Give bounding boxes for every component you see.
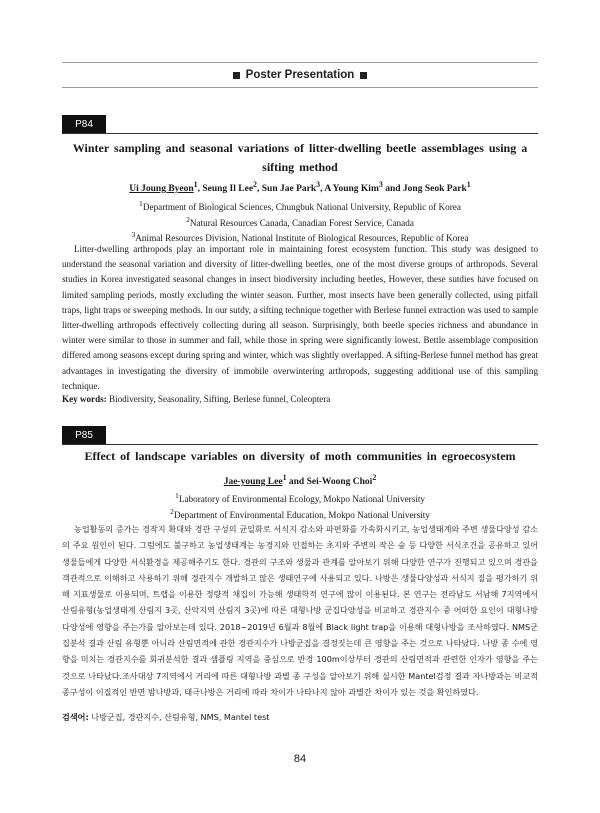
section-title: Poster Presentation: [245, 69, 355, 81]
affiliation-line: $^1$Department of Biological Sciences, Chungbuk National University, Republic of Korea: [139, 199, 461, 213]
abstract-title-p84: Winter sampling and seasonal variations of litter-dwelling beetle assemblages using a sifting method: [72, 141, 528, 174]
abstract-tag-p84: P84: [62, 115, 106, 133]
author-name: Jong Seok Park: [402, 184, 467, 195]
page-number: 84: [293, 753, 307, 765]
affiliation-line: $^2$Department of Environmental Education, Mokpo National University: [170, 506, 430, 520]
affiliation-line: $^2$Natural Resources Canada, Canadian Forest Service, Canada: [186, 214, 414, 228]
author-list-p85: Jae-young Lee$^1$ and Sei-Woong Choi$^2$: [223, 473, 377, 488]
keywords-label: 검색어:: [62, 712, 89, 722]
affiliations-p84: [62, 198, 538, 245]
author-name: Jae-young Lee: [223, 477, 283, 488]
keywords-text: Biodiversity, Seasonality, Sifting, Berlese funnel, Coleoptera: [109, 394, 331, 404]
abstract-title-p85: Effect of landscape variables on diversity of moth communities in egroecosystem: [84, 449, 516, 463]
keywords-p85: [62, 712, 538, 723]
section-header: [62, 62, 538, 88]
author-name: Ui Joung Byeon: [129, 184, 194, 195]
keywords-p84: [62, 394, 538, 404]
affiliation-line: $^3$Animal Resources Division, National Institute of Biological Resources, Republic of Korea: [131, 230, 469, 244]
abstract-body-p84: Litter-dwelling arthropods play an important role in maintaining forest ecosystem function. This study was designed to understand the seasonal variation and diversity of litter-dwelling beetles, one of the most diverse groups of arthropods. Several studies in Korea investigated seasonal changes in insect biodiversity including beetles, However, these sutdies have focused on limited sampling periods, mostly excluding the winter season. Further, most insects have been generally collected, using pitfall traps, light traps or sweeping methods. In our sutdy, a sifting technique together with Berlese funnel extraction was used to sample litter-dwelling arthropods effectively collecting during all season. Surprisingly, both beetle species richness and abundance in winter were similar to those in summer and fall, while those in spring were significantly lowest. Bettle assemblage composition differed among seasons except during spring and winter, which was slightly overlapped. A sifting-Berlese funnel method has great advantages in investigating the diversity of immobile overwintering arthropods, suggesting additional use of this sampling technique.: [62, 244, 538, 391]
section-divider: [62, 444, 538, 445]
author-name: A Young Kim: [324, 184, 379, 195]
square-bullet-icon: [233, 72, 240, 79]
author-name: Seung Il Lee: [202, 184, 254, 195]
abstract-body-p85: 농업활동의 증가는 경작지 확대와 경관 구성의 균일화로 서식지 감소와 파편화를 가속화시키고, 농업생태계와 주변 생물다양성 감소의 주요 원인이 된다. 그럼에도 불구하고 농업생태계는 농경지와 인접하는 초지와 주변의 작은 숲 등 다양한 서식조건을 공유하고 있어 생물들에게 다양한 서식환경을 제공해주기도 한다. 경관의 구조와 생물과 관계를 알아보기 위해 다양한 연구가 진행되고 있으며 경관을 객관적으로 이해하고 사용하기 위해 경관지수 개발하고 많은 생태연구에 사용되고 있다. 나방은 생물다양성과 서식지 질을 평가하기 위해 지표생물로 이용되며, 트랩을 이용한 정량적 채집이 가능해 생태학적 연구에 많이 이용된다. 본 연구는 전라남도 서남해 7지역에서 산림유형(농업생태계 산림지 3곳, 산악지역 산림지 3곳)에 따른 대형나방 군집다양성을 비교하고 경관지수 중 어떠한 요인이 대형나방 다양성에 영향을 주는가를 알아보는데 있다. 2018~2019년 6월과 8월에 Black light trap을 이용해 대형나방을 조사하였다. NMS군집분석 결과 산림 유형뿐 아니라 산림면적에 관한 경관지수가 나방군집을 결정짓는데 큰 영향을 주는 것으로 나타났다. 나방 종 수에 영향을 미치는 경관지수를 회귀분석한 결과 샘플링 지역을 중심으로 반경 100m이상부터 경관의 산림면적과 관련한 인자가 영향을 주는 것으로 나타났다.조사대상 7지역에서 거리에 따른 대형나방 과별 종 구성을 알아보기 위해 실시한 Mantel검정 결과 자나방과는 비교적 종구성이 이질적인 반면 밤나방과, 태극나방은 거리에 따라 차이가 나타나지 않아 과별간 차이가 있는 것을 확인하였다.: [62, 524, 538, 697]
square-bullet-icon: [360, 72, 367, 79]
author-list-p84: Ui Joung Byeon$^1$, Seung Il Lee$^2$, Sun Jae Park$^3$, A Young Kim$^3$ and Jong Seok Park$^1$: [129, 180, 471, 195]
section-divider: [62, 133, 538, 134]
author-name: Sei-Woong Choi: [306, 477, 373, 488]
keywords-text: 나방군집, 경관지수, 산림유형, NMS, Mantel test: [91, 712, 270, 722]
affiliation-line: $^1$Laboratory of Environmental Ecology, Mokpo National University: [175, 491, 425, 505]
abstract-tag-p85: P85: [62, 426, 106, 444]
author-name: Sun Jae Park: [261, 184, 317, 195]
keywords-label: Key words:: [62, 394, 107, 404]
affiliations-p85: [62, 490, 538, 521]
